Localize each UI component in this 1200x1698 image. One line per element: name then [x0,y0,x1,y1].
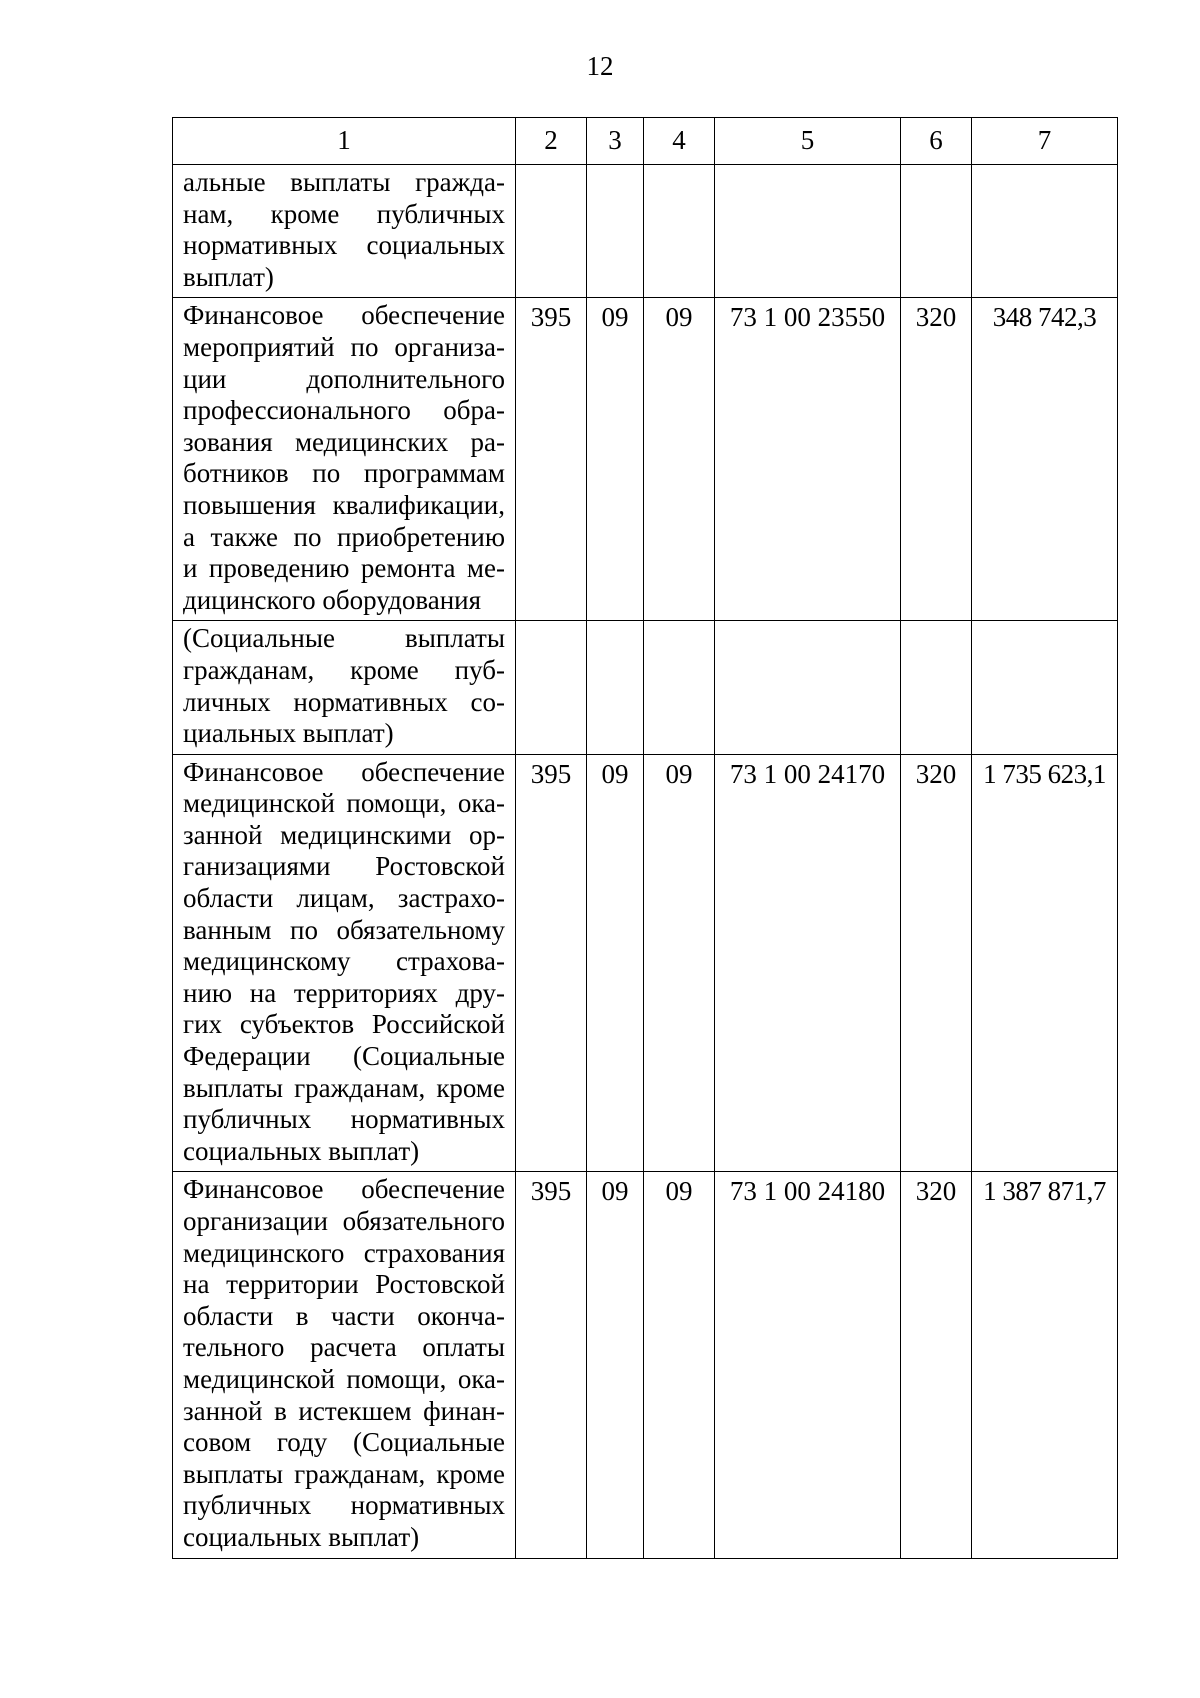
expense-type-cell: 320 [901,1172,972,1558]
description-line: ганизациями Ростовской [183,851,505,882]
expense-type-cell [901,621,972,754]
description-line: социальных выплат) [183,1135,420,1166]
target-article-cell [715,165,901,298]
table-row [173,1172,1118,1558]
description-line: ции дополнительного [183,363,505,394]
description-line: Финансовое обеспечение [183,756,505,787]
description-line: нормативных социальных [183,230,505,261]
column-header: 7 [972,118,1118,165]
description-line: и проведению ремонта ме- [183,553,505,584]
subsection-code-cell: 09 [644,1172,715,1558]
ministry-code-cell: 395 [516,298,587,621]
description-line: ванным по обязательному [183,914,505,945]
description-line: Финансовое обеспечение [183,1174,505,1205]
expense-description [173,754,516,1172]
description-line: области в части оконча- [183,1300,505,1331]
description-line: медицинской помощи, ока- [183,788,505,819]
column-header: 3 [587,118,644,165]
description-line: гих субъектов Российской [183,1009,505,1040]
ministry-code-cell: 395 [516,1172,587,1558]
description-line: занной медицинскими ор- [183,819,505,850]
target-article-cell: 73 1 00 24170 [715,754,901,1172]
description-line: выплаты гражданам, кроме [183,1458,505,1489]
description-line: Федерации (Социальные [183,1041,505,1072]
page-number: 12 [586,51,614,81]
section-code-cell: 09 [587,298,644,621]
description-line: социальных выплат) [183,1521,420,1552]
target-article-cell [715,621,901,754]
description-line: публичных нормативных [183,1104,505,1135]
description-line: а также по приобретению [183,521,505,552]
section-code-cell: 09 [587,754,644,1172]
subsection-code-cell: 09 [644,298,715,621]
table-row [173,621,1118,754]
description-line: занной в истекшем финан- [183,1395,505,1426]
description-line: альные выплаты гражда- [183,167,505,197]
amount-cell: 348 742,3 [972,298,1118,621]
target-article-cell: 73 1 00 24180 [715,1172,901,1558]
subsection-code-cell [644,621,715,754]
ministry-code-cell [516,621,587,754]
expense-description [173,621,516,754]
budget-table [172,117,1118,1559]
section-code-cell [587,165,644,298]
expense-type-cell [901,165,972,298]
description-line: медицинскому страхова- [183,946,505,977]
amount-cell: 1 387 871,7 [972,1172,1118,1558]
description-line: публичных нормативных [183,1490,505,1521]
description-line: организации обязательного [183,1206,505,1236]
description-line: ботников по программам [183,458,505,489]
description-line: нию на территориях дру- [183,977,505,1008]
description-line: (Социальные выплаты [183,623,505,654]
description-line: Финансовое обеспечение [183,300,505,331]
description-line: зования медицинских ра- [183,426,505,457]
expense-description [173,298,516,621]
ministry-code-cell: 395 [516,754,587,1172]
description-line: медицинской помощи, ока- [183,1363,505,1394]
column-header: 2 [516,118,587,165]
subsection-code-cell: 09 [644,754,715,1172]
description-line: мероприятий по организа- [183,331,505,362]
description-line: медицинского страхования [183,1237,505,1268]
description-line: совом году (Социальные [183,1427,505,1458]
column-header: 5 [715,118,901,165]
description-line: профессионального обра- [183,395,505,426]
description-line: на территории Ростовской [183,1269,505,1300]
table-body [173,165,1118,1559]
description-line: личных нормативных со- [183,686,505,717]
table-row [173,754,1118,1172]
table-row [173,165,1118,298]
description-line: циальных выплат) [183,718,394,749]
description-line: нам, кроме публичных [183,198,505,229]
expense-description [173,1172,516,1558]
subsection-code-cell [644,165,715,298]
description-line: выплат) [183,261,274,292]
expense-description [173,165,516,298]
expense-type-cell: 320 [901,298,972,621]
description-line: дицинского оборудования [183,584,482,615]
amount-cell [972,621,1118,754]
column-header: 6 [901,118,972,165]
column-header: 1 [173,118,516,165]
column-header: 4 [644,118,715,165]
table-header-row [173,118,1118,165]
amount-cell: 1 735 623,1 [972,754,1118,1172]
description-line: повышения квалификации, [183,489,505,520]
section-code-cell [587,621,644,754]
amount-cell [972,165,1118,298]
table-row [173,298,1118,621]
description-line: области лицам, застрахо- [183,883,505,914]
description-line: выплаты гражданам, кроме [183,1072,505,1103]
expense-type-cell: 320 [901,754,972,1172]
target-article-cell: 73 1 00 23550 [715,298,901,621]
description-line: тельного расчета оплаты [183,1332,505,1363]
section-code-cell: 09 [587,1172,644,1558]
description-line: гражданам, кроме пуб- [183,654,505,685]
ministry-code-cell [516,165,587,298]
